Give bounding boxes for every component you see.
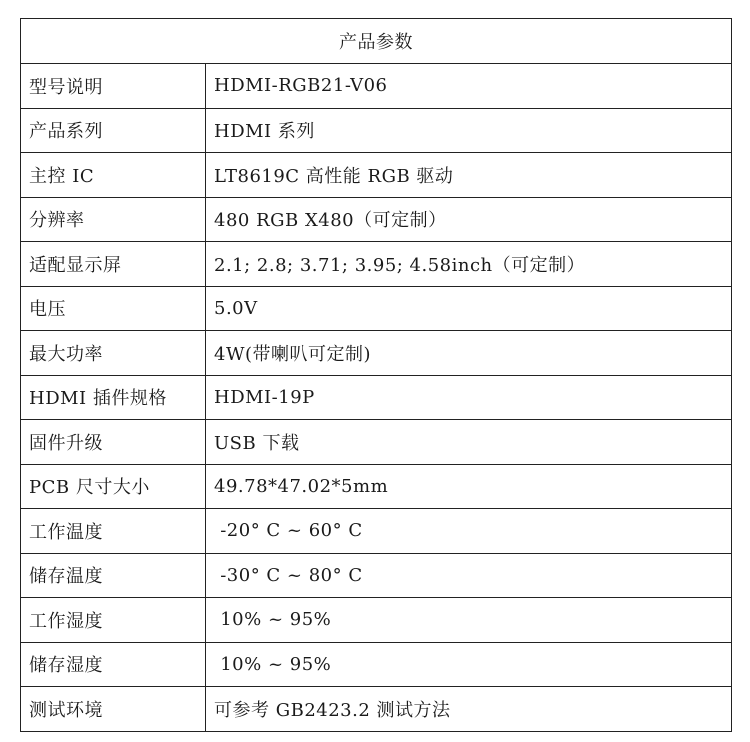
table-row bbox=[21, 286, 732, 331]
spec-label: 主控 IC bbox=[21, 153, 206, 198]
spec-value: 可参考 GB2423.2 测试方法 bbox=[206, 687, 732, 732]
spec-label: 型号说明 bbox=[21, 64, 206, 109]
table-row bbox=[21, 420, 732, 465]
spec-label: HDMI 插件规格 bbox=[21, 375, 206, 420]
spec-value: LT8619C 高性能 RGB 驱动 bbox=[206, 153, 732, 198]
table-row bbox=[21, 509, 732, 554]
spec-label: 工作湿度 bbox=[21, 598, 206, 643]
table-row bbox=[21, 331, 732, 376]
spec-value: USB 下载 bbox=[206, 420, 732, 465]
spec-value: HDMI 系列 bbox=[206, 108, 732, 153]
spec-label: PCB 尺寸大小 bbox=[21, 464, 206, 509]
spec-label: 储存湿度 bbox=[21, 642, 206, 687]
table-row bbox=[21, 553, 732, 598]
spec-value: HDMI-RGB21-V06 bbox=[206, 64, 732, 109]
spec-value: 49.78*47.02*5mm bbox=[206, 464, 732, 509]
table-row bbox=[21, 687, 732, 732]
table-row bbox=[21, 64, 732, 109]
product-spec-table bbox=[20, 18, 732, 732]
table-row bbox=[21, 642, 732, 687]
table-row bbox=[21, 598, 732, 643]
table-header-row bbox=[21, 19, 732, 64]
spec-value: HDMI-19P bbox=[206, 375, 732, 420]
spec-value: 10% ~ 95% bbox=[206, 642, 732, 687]
table-row bbox=[21, 375, 732, 420]
spec-value: 480 RGB X480（可定制） bbox=[206, 197, 732, 242]
spec-label: 储存温度 bbox=[21, 553, 206, 598]
spec-value: 4W(带喇叭可定制) bbox=[206, 331, 732, 376]
spec-label: 工作温度 bbox=[21, 509, 206, 554]
spec-value: 10% ~ 95% bbox=[206, 598, 732, 643]
spec-value: 2.1; 2.8; 3.71; 3.95; 4.58inch（可定制） bbox=[206, 242, 732, 287]
table-row bbox=[21, 242, 732, 287]
table-row bbox=[21, 197, 732, 242]
spec-value: -20° C ~ 60° C bbox=[206, 509, 732, 554]
spec-label: 分辨率 bbox=[21, 197, 206, 242]
spec-label: 电压 bbox=[21, 286, 206, 331]
spec-value: 5.0V bbox=[206, 286, 732, 331]
spec-label: 最大功率 bbox=[21, 331, 206, 376]
spec-label: 适配显示屏 bbox=[21, 242, 206, 287]
spec-value: -30° C ~ 80° C bbox=[206, 553, 732, 598]
table-row bbox=[21, 464, 732, 509]
table-row bbox=[21, 108, 732, 153]
table-title: 产品参数 bbox=[21, 19, 732, 64]
spec-label: 产品系列 bbox=[21, 108, 206, 153]
spec-label: 测试环境 bbox=[21, 687, 206, 732]
spec-label: 固件升级 bbox=[21, 420, 206, 465]
table-row bbox=[21, 153, 732, 198]
